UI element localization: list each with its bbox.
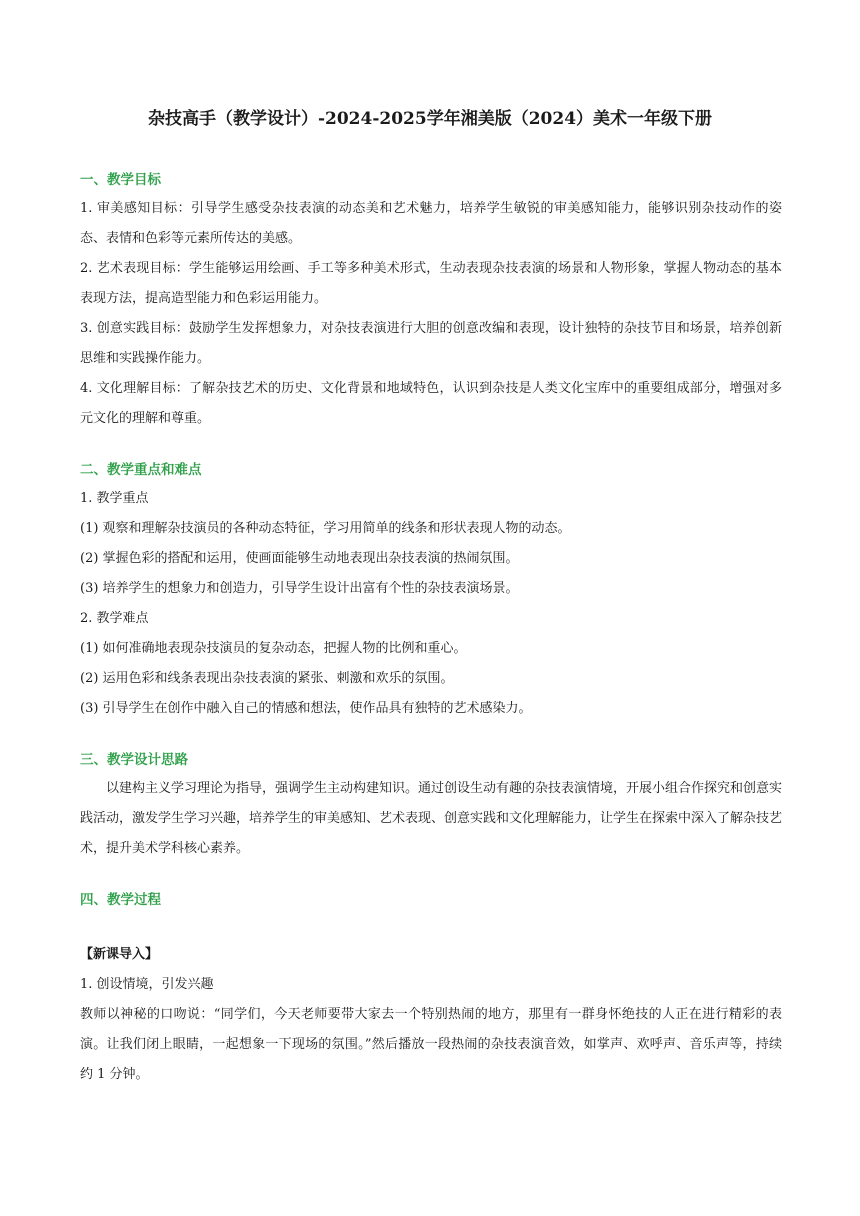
step-title: 1. 创设情境，引发兴趣 <box>80 977 214 992</box>
difficulty-item: (3) 引导学生在创作中融入自己的情感和想法，使作品具有独特的艺术感染力。 <box>80 701 532 716</box>
key-point-item: (2) 掌握色彩的搭配和运用，使画面能够生动地表现出杂技表演的热闹氛围。 <box>80 551 519 566</box>
difficulty-label: 2. 教学难点 <box>80 611 149 626</box>
document-body <box>80 170 782 1090</box>
introduction-paragraph: 教师以神秘的口吻说：“同学们，今天老师要带大家去一个特别热闹的地方，那里有一群身怀绝技的人正在进行精彩的表演。让我们闭上眼睛，一起想象一下现场的氛围。”然后播放一段热闹的杂技表演音效，如掌声、欢呼声、音乐声等，持续约 1 分钟。 <box>80 1007 782 1082</box>
section-heading-design-ideas: 三、教学设计思路 <box>80 752 188 768</box>
difficulty-item: (2) 运用色彩和线条表现出杂技表演的紧张、刺激和欢乐的氛围。 <box>80 671 454 686</box>
design-ideas-paragraph: 以建构主义学习理论为指导，强调学生主动构建知识。通过创设生动有趣的杂技表演情境，开展小组合作探究和创意实践活动，激发学生学习兴趣，培养学生的审美感知、艺术表现、创意实践和文化理解能力，让学生在探索中深入了解杂技艺术，提升美术学科核心素养。 <box>80 781 783 856</box>
key-point-item: (1) 观察和理解杂技演员的各种动态特征，学习用简单的线条和形状表现人物的动态。 <box>80 521 571 536</box>
subheading-introduction: 【新课导入】 <box>80 947 159 962</box>
difficulty-item: (1) 如何准确地表现杂技演员的复杂动态，把握人物的比例和重心。 <box>80 641 467 656</box>
objective-item: 3. 创意实践目标：鼓励学生发挥想象力，对杂技表演进行大胆的创意改编和表现，设计独特的杂技节目和场景，培养创新思维和实践操作能力。 <box>80 321 782 366</box>
document-title: 杂技高手（教学设计）-2024-2025学年湘美版（2024）美术一年级下册 <box>147 109 713 129</box>
section-heading-process: 四、教学过程 <box>80 892 161 908</box>
key-points-label: 1. 教学重点 <box>80 491 149 506</box>
objective-item: 2. 艺术表现目标：学生能够运用绘画、手工等多种美术形式，生动表现杂技表演的场景和人物形象，掌握人物动态的基本表现方法，提高造型能力和色彩运用能力。 <box>80 261 782 306</box>
key-point-item: (3) 培养学生的想象力和创造力，引导学生设计出富有个性的杂技表演场景。 <box>80 581 519 596</box>
section-heading-key-points: 二、教学重点和难点 <box>80 462 202 478</box>
objective-item: 1. 审美感知目标：引导学生感受杂技表演的动态美和艺术魅力，培养学生敏锐的审美感知能力，能够识别杂技动作的姿态、表情和色彩等元素所传达的美感。 <box>80 201 782 246</box>
objective-item: 4. 文化理解目标：了解杂技艺术的历史、文化背景和地域特色，认识到杂技是人类文化宝库中的重要组成部分，增强对多元文化的理解和尊重。 <box>80 381 782 426</box>
section-heading-objectives: 一、教学目标 <box>80 172 161 188</box>
